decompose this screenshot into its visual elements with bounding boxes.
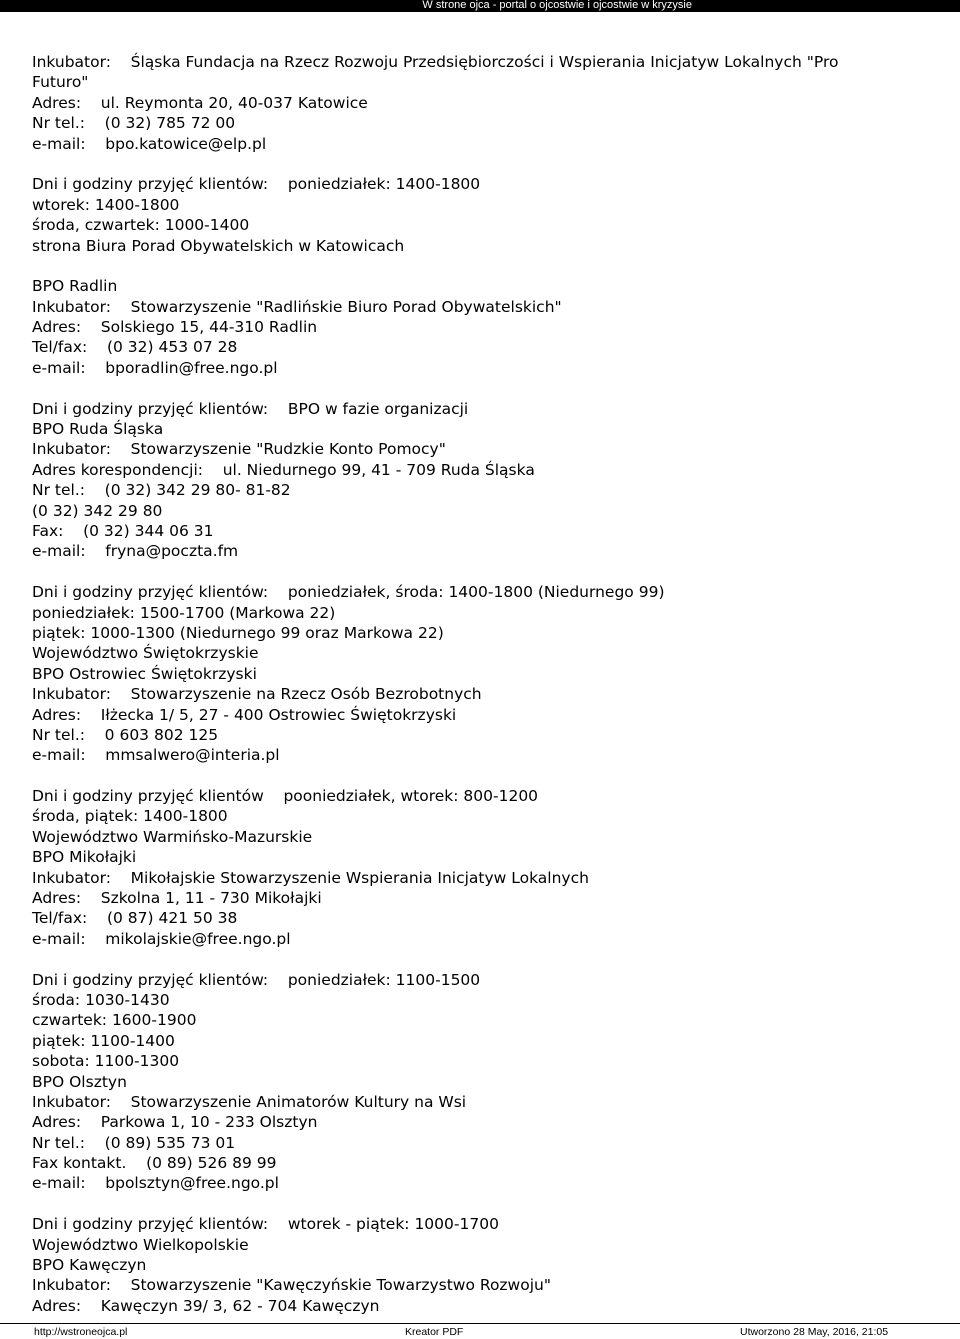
text-line: Nr tel.: 0 603 802 125 [32,725,219,744]
text-line: Inkubator: Stowarzyszenie "Radlińskie Biuro Porad Obywatelskich" [32,297,562,316]
footer-created-date: Utworzono 28 May, 2016, 21:05 [740,1326,889,1338]
text-line: Adres: Iłżecka 1/ 5, 27 - 400 Ostrowiec Świętokrzyski [32,705,457,724]
text-line: Adres: ul. Reymonta 20, 40-037 Katowice [32,93,368,112]
text-line: e-mail: bpolsztyn@free.ngo.pl [32,1174,279,1193]
text-line: Nr tel.: (0 89) 535 73 01 [32,1133,236,1152]
text-line: środa, piątek: 1400-1800 [32,807,228,826]
text-line: Dni i godziny przyjęć klientów: BPO w fazie organizacji [32,399,469,418]
text-line: piątek: 1100-1400 [32,1031,175,1050]
text-line: Adres: Szkolna 1, 11 - 730 Mikołajki [32,889,322,908]
text-line: Adres: Kawęczyn 39/ 3, 62 - 704 Kawęczyn [32,1296,380,1315]
text-line: e-mail: mikolajskie@free.ngo.pl [32,929,291,948]
text-line: BPO Radlin [32,277,118,296]
text-line: Inkubator: Stowarzyszenie na Rzecz Osób Bezrobotnych [32,685,482,704]
text-line: Województwo Warmińsko-Mazurskie [32,827,313,846]
text-line: BPO Ostrowiec Świętokrzyski [32,664,257,683]
blank-line [32,949,944,969]
text-line: Tel/fax: (0 32) 453 07 28 [32,338,238,357]
text-line: e-mail: mmsalwero@interia.pl [32,746,280,765]
text-line: Dni i godziny przyjęć klientów: poniedziałek: 1100-1500 [32,970,481,989]
blank-line [32,256,944,276]
text-line: Województwo Świętokrzyskie [32,644,259,663]
text-line: Adres korespondencji: ul. Niedurnego 99, 41 - 709 Ruda Śląska [32,460,535,479]
text-line: Nr tel.: (0 32) 342 29 80- 81-82 [32,481,291,500]
text-line: e-mail: fryna@poczta.fm [32,542,239,561]
text-line: Adres: Solskiego 15, 44-310 Radlin [32,318,318,337]
text-line: Inkubator: Stowarzyszenie Animatorów Kultury na Wsi [32,1092,467,1111]
text-line: strona Biura Porad Obywatelskich w Katowicach [32,236,405,255]
text-line: Województwo Wielkopolskie [32,1235,249,1254]
text-line: e-mail: bpo.katowice@elp.pl [32,134,267,153]
text-line: środa, czwartek: 1000-1400 [32,216,250,235]
blank-line [32,766,944,786]
text-line: środa: 1030-1430 [32,990,170,1009]
text-line: wtorek: 1400-1800 [32,195,180,214]
text-line: Fax: (0 32) 344 06 31 [32,521,214,540]
blank-line [32,378,944,398]
text-line: Tel/fax: (0 87) 421 50 38 [32,909,238,928]
blank-line [32,154,944,174]
text-line: sobota: 1100-1300 [32,1052,180,1071]
text-line: (0 32) 342 29 80 [32,501,163,520]
text-line: Dni i godziny przyjęć klientów: poniedziałek, środa: 1400-1800 (Niedurnego 99) [32,583,665,602]
text-line: Dni i godziny przyjęć klientów: poniedziałek: 1400-1800 [32,175,481,194]
text-line: Fax kontakt. (0 89) 526 89 99 [32,1154,277,1173]
text-line: BPO Kawęczyn [32,1256,147,1275]
text-line: Inkubator: Stowarzyszenie "Rudzkie Konto Pomocy" [32,440,446,459]
site-title: W strone ojca - portal o ojcostwie i ojcostwie w kryzysie [422,0,692,11]
text-line: piątek: 1000-1300 (Niedurnego 99 oraz Markowa 22) [32,623,444,642]
text-line: czwartek: 1600-1900 [32,1011,197,1030]
footer-url[interactable]: http://wstroneojca.pl [34,1326,128,1338]
text-line: BPO Ruda Śląska [32,420,164,439]
text-line: Dni i godziny przyjęć klientów: wtorek - piątek: 1000-1700 [32,1215,499,1234]
page-footer [0,1323,960,1339]
footer-creator: Kreator PDF [405,1326,464,1338]
text-line: Adres: Parkowa 1, 10 - 233 Olsztyn [32,1113,318,1132]
document-body [32,52,944,1316]
text-line: Inkubator: Śląska Fundacja na Rzecz Rozwoju Przedsiębiorczości i Wspierania Inicjatyw Lokalnych "Pro [32,53,839,71]
text-line: Inkubator: Mikołajskie Stowarzyszenie Wspierania Inicjatyw Lokalnych [32,868,589,887]
blank-line [32,562,944,582]
text-line: poniedziałek: 1500-1700 (Markowa 22) [32,603,336,622]
text-line: Inkubator: Stowarzyszenie "Kawęczyńskie Towarzystwo Rozwoju" [32,1276,551,1295]
text-line: e-mail: bporadlin@free.ngo.pl [32,358,278,377]
text-line: Nr tel.: (0 32) 785 72 00 [32,114,236,133]
text-line: Futuro" [32,73,89,92]
blank-line [32,1194,944,1214]
text-line: Dni i godziny przyjęć klientów pooniedziałek, wtorek: 800-1200 [32,787,539,806]
page-header-bar [0,0,960,12]
text-line: BPO Mikołajki [32,848,137,867]
text-line: BPO Olsztyn [32,1072,127,1091]
